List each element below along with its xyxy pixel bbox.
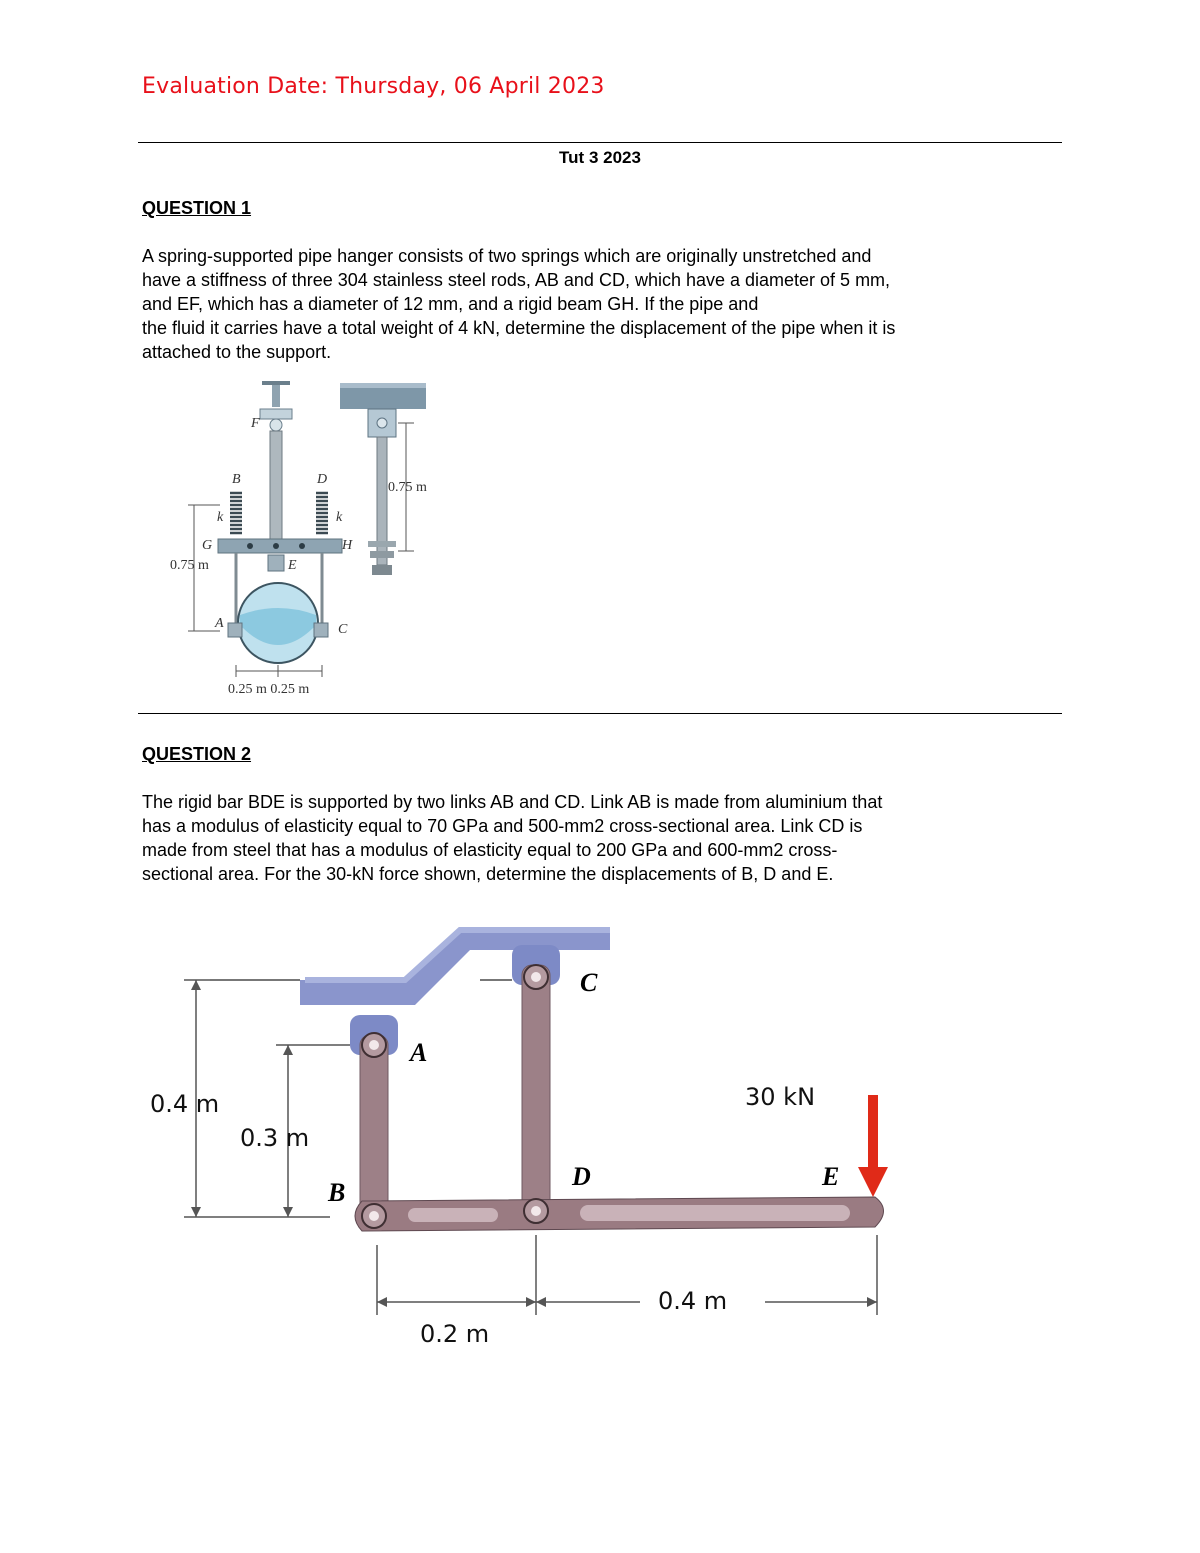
question-2-heading: QUESTION 2	[142, 744, 252, 764]
label-a: A	[215, 616, 224, 631]
q2-line: has a modulus of elasticity equal to 70 GPa and 500-mm2 cross-sectional area. Link CD is	[142, 816, 863, 836]
label-b: B	[328, 1178, 346, 1207]
beam-gh	[218, 539, 342, 553]
label-g: G	[202, 538, 213, 553]
q1-line: A spring-supported pipe hanger consists of two springs which are originally unstretched and	[142, 246, 872, 266]
dim-03: 0.3 m	[240, 1124, 310, 1152]
left-spring	[230, 491, 242, 539]
top-rule	[138, 142, 1062, 143]
force-label: 30 kN	[745, 1083, 816, 1111]
label-e: E	[822, 1162, 840, 1191]
dim-bottom: 0.25 m 0.25 m	[228, 682, 310, 697]
label-k-right: k	[336, 510, 343, 525]
label-c: C	[338, 622, 348, 637]
label-c: C	[580, 968, 598, 997]
dim-04-bottom: 0.4 m	[658, 1287, 728, 1315]
fixed-support	[300, 930, 610, 1005]
q2-line: The rigid bar BDE is supported by two links AB and CD. Link AB is made from aluminium that	[142, 792, 883, 812]
question-1-text	[142, 244, 1062, 364]
label-f: F	[251, 416, 260, 431]
link-cd	[522, 965, 550, 1215]
label-d: D	[572, 1162, 591, 1191]
question-1-heading: QUESTION 1	[142, 198, 252, 218]
q1-line: and EF, which has a diameter of 12 mm, and a rigid beam GH. If the pipe and	[142, 294, 759, 314]
pipe-hanger-figure	[160, 375, 460, 705]
link-ab	[360, 1035, 388, 1215]
dim-right: 0.75 m	[388, 480, 427, 495]
label-b: B	[232, 472, 241, 487]
dim-02: 0.2 m	[420, 1320, 490, 1348]
label-e: E	[288, 558, 297, 573]
q1-line: the fluid it carries have a total weight of 4 kN, determine the displacement of the pipe when it is	[142, 318, 896, 338]
dim-left: 0.75 m	[170, 558, 209, 573]
dim-04-left: 0.4 m	[150, 1090, 220, 1118]
label-a: A	[410, 1038, 428, 1067]
question-2-text	[142, 790, 1062, 886]
label-d: D	[317, 472, 328, 487]
q1-line: attached to the support.	[142, 342, 332, 362]
rigid-bar-figure	[140, 905, 920, 1355]
q2-line: sectional area. For the 30-kN force shown, determine the displacements of B, D and E.	[142, 864, 834, 884]
label-k-left: k	[217, 510, 224, 525]
middle-rule	[138, 713, 1062, 714]
evaluation-date: Evaluation Date: Thursday, 06 April 2023	[142, 74, 605, 99]
right-spring	[316, 493, 328, 533]
q2-line: made from steel that has a modulus of elasticity equal to 200 GPa and 600-mm2 cross-	[142, 840, 838, 860]
tutorial-title: Tut 3 2023	[559, 148, 641, 167]
label-h: H	[342, 538, 353, 553]
center-rod-ef	[270, 431, 282, 541]
q1-line: have a stiffness of three 304 stainless steel rods, AB and CD, which have a diameter of 5 mm,	[142, 270, 891, 290]
